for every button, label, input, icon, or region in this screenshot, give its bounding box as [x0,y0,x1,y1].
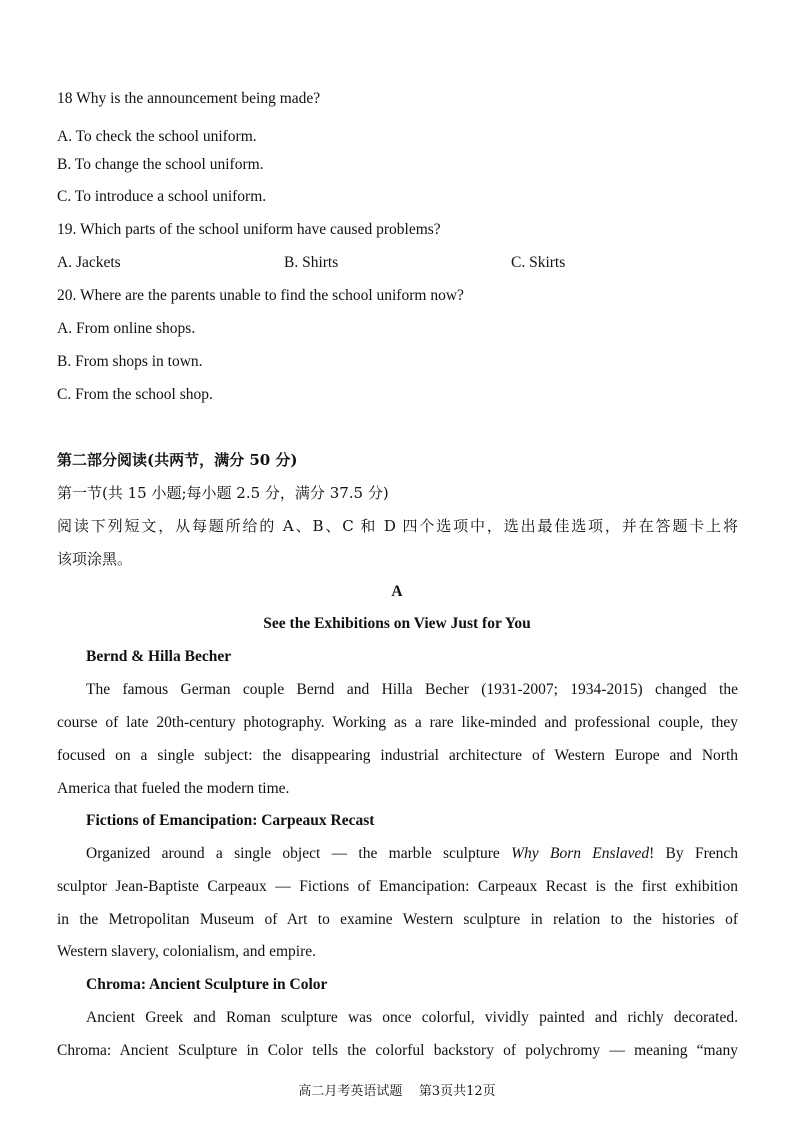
paragraph-line: in the Metropolitan Museum of Art to examine Western sculpture in relation to the histories of [57,911,738,928]
section-subtitle: 第一节(共 15 小题;每小题 2.5 分，满分 37.5 分) [57,484,389,502]
passage-label: A [391,583,403,600]
question-20-option-b: B. From shops in town. [57,353,203,370]
question-19-stem: 19. Which parts of the school uniform have caused problems? [57,221,441,238]
page-footer: 高二月考英语试题 第3页共12页 [298,1084,496,1099]
paragraph-line [86,844,738,864]
text-run: Organized around a single object — the marble sculpture [86,845,512,862]
question-18-option-a: A. To check the school uniform. [57,128,257,145]
exhibition-heading-becher: Bernd & Hilla Becher [86,648,232,665]
exhibition-heading-carpeaux: Fictions of Emancipation: Carpeaux Recast [86,812,375,829]
passage-title: See the Exhibitions on View Just for You [263,615,531,632]
question-18-stem: 18 Why is the announcement being made? [57,90,321,107]
question-20-option-c: C. From the school shop. [57,386,213,403]
paragraph-line: Ancient Greek and Roman sculpture was once colorful, vividly painted and richly decorated. [86,1009,738,1026]
sculpture-title: Why Born Enslaved [511,845,650,862]
section-title: 第二部分阅读(共两节，满分 50 分) [57,451,298,469]
paragraph-line: Western slavery, colonialism, and empire. [57,943,317,960]
question-20-option-a: A. From online shops. [57,320,196,337]
section-instruction-line-1: 阅读下列短文，从每题所给的 A、B、C 和 D 四个选项中，选出最佳选项，并在答题卡上将 [57,517,738,535]
question-20-stem: 20. Where are the parents unable to find the school uniform now? [57,287,464,304]
question-19-option-c: C. Skirts [511,254,566,271]
paragraph-line: Chroma: Ancient Sculpture in Color tells the colorful backstory of polychromy — meaning “many [57,1042,738,1059]
question-18-option-b: B. To change the school uniform. [57,156,264,173]
question-19-option-a: A. Jackets [57,254,121,271]
text-run: ! By French [649,845,738,862]
paragraph-line: course of late 20th-century photography. Working as a rare like-minded and professional couple, they [57,714,738,731]
paragraph-line: America that fueled the modern time. [57,780,290,797]
question-19-option-b: B. Shirts [284,254,339,271]
paragraph-line: The famous German couple Bernd and Hilla Becher (1931-2007; 1934-2015) changed the [86,681,738,698]
exhibition-heading-chroma: Chroma: Ancient Sculpture in Color [86,976,328,993]
section-instruction-line-2: 该项涂黑。 [57,550,133,568]
question-18-option-c: C. To introduce a school uniform. [57,188,267,205]
paragraph-line: focused on a single subject: the disappearing industrial architecture of Western Europe and North [57,747,738,764]
paragraph-line: sculptor Jean-Baptiste Carpeaux — Fictions of Emancipation: Carpeaux Recast is the first exhibition [57,878,738,895]
